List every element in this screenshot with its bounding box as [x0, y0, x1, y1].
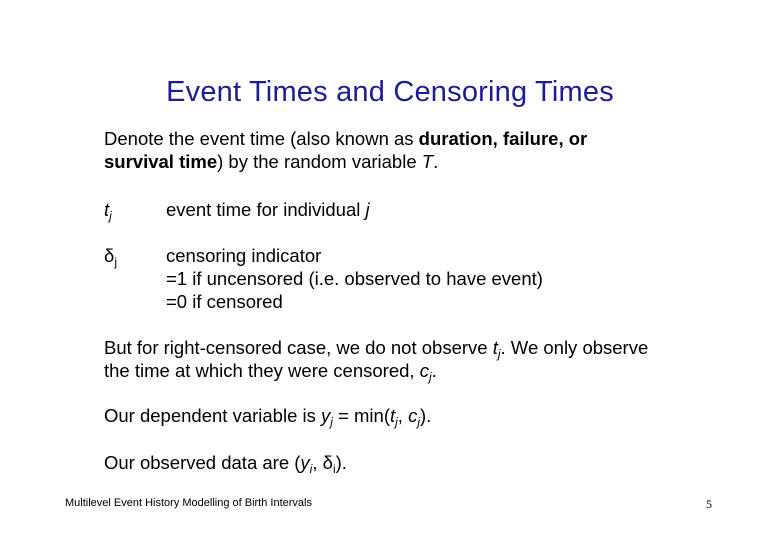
dependent-variable-line: Our dependent variable is $y_j = \min(t_j$, $c_j$).	[104, 405, 432, 429]
page-number: 5	[706, 497, 712, 511]
slide-title: Event Times and Censoring Times	[166, 76, 614, 108]
intro-line-1: Denote the event time (also known as duration, failure, or	[104, 128, 588, 149]
observed-data-line: Our observed data are ($y_i$, $\delta_i$).	[104, 452, 347, 476]
def-delta-symbol: $\delta_j$	[104, 245, 117, 269]
footer-text: Multilevel Event History Modelling of Birth Intervals	[65, 497, 312, 509]
def-t-symbol: $t_j$	[104, 199, 112, 223]
def-delta-line-1: censoring indicator	[166, 245, 322, 266]
def-t-description: event time for individual j	[166, 199, 370, 220]
def-delta-line-2: =1 if uncensored (i.e. observed to have event)	[166, 268, 543, 289]
right-censored-line-2: the time at which they were censored, $c_j$.	[104, 360, 437, 384]
def-delta-line-3: =0 if censored	[166, 291, 283, 312]
right-censored-line-1: But for right-censored case, we do not observe $t_j$. We only observe	[104, 337, 649, 361]
intro-line-2: survival time) by the random variable T.	[104, 151, 439, 172]
